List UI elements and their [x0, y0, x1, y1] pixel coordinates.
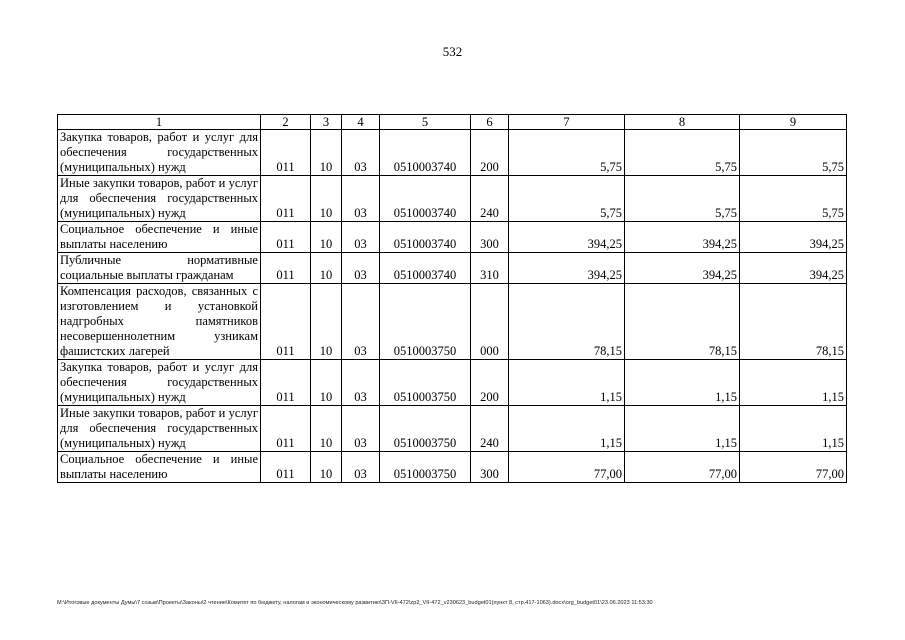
amount-col9-cell: 1,15 [740, 360, 847, 406]
section-code-cell: 10 [311, 130, 342, 176]
expense-type-cell: 000 [471, 284, 509, 360]
column-header: 3 [311, 115, 342, 130]
table-row [58, 406, 847, 452]
column-header: 1 [58, 115, 261, 130]
target-article-cell: 0510003740 [380, 253, 471, 284]
amount-col9-cell: 5,75 [740, 176, 847, 222]
subsection-code-cell: 03 [342, 130, 380, 176]
ministry-code-cell: 011 [261, 176, 311, 222]
amount-col9-cell: 394,25 [740, 222, 847, 253]
amount-col9-cell: 77,00 [740, 452, 847, 483]
section-code-cell: 10 [311, 360, 342, 406]
target-article-cell: 0510003740 [380, 130, 471, 176]
column-header: 6 [471, 115, 509, 130]
expense-type-cell: 200 [471, 130, 509, 176]
page-number: 532 [442, 44, 463, 59]
column-header: 5 [380, 115, 471, 130]
amount-col7-cell: 5,75 [509, 130, 625, 176]
ministry-code-cell: 011 [261, 406, 311, 452]
table-row [58, 284, 847, 360]
subsection-code-cell: 03 [342, 176, 380, 222]
amount-col9-cell: 5,75 [740, 130, 847, 176]
target-article-cell: 0510003750 [380, 360, 471, 406]
row-name-cell: Социальное обеспечение и иные выплаты населению [58, 222, 261, 253]
amount-col8-cell: 77,00 [625, 452, 740, 483]
subsection-code-cell: 03 [342, 253, 380, 284]
amount-col8-cell: 78,15 [625, 284, 740, 360]
ministry-code-cell: 011 [261, 452, 311, 483]
subsection-code-cell: 03 [342, 406, 380, 452]
row-name-cell: Иные закупки товаров, работ и услуг для обеспечения государственных (муниципальных) нужд [58, 406, 261, 452]
row-name-cell: Публичные нормативные социальные выплаты гражданам [58, 253, 261, 284]
amount-col8-cell: 1,15 [625, 360, 740, 406]
amount-col8-cell: 1,15 [625, 406, 740, 452]
row-name-cell: Закупка товаров, работ и услуг для обеспечения государственных (муниципальных) нужд [58, 130, 261, 176]
row-name-cell: Компенсация расходов, связанных с изготовлением и установкой надгробных памятников несовершеннолетним узникам фашистских лагерей [58, 284, 261, 360]
row-name-cell: Социальное обеспечение и иные выплаты населению [58, 452, 261, 483]
ministry-code-cell: 011 [261, 360, 311, 406]
amount-col7-cell: 394,25 [509, 222, 625, 253]
target-article-cell: 0510003750 [380, 406, 471, 452]
target-article-cell: 0510003750 [380, 452, 471, 483]
subsection-code-cell: 03 [342, 360, 380, 406]
section-code-cell: 10 [311, 253, 342, 284]
table-row [58, 222, 847, 253]
subsection-code-cell: 03 [342, 284, 380, 360]
subsection-code-cell: 03 [342, 452, 380, 483]
target-article-cell: 0510003740 [380, 222, 471, 253]
expense-type-cell: 310 [471, 253, 509, 284]
amount-col7-cell: 78,15 [509, 284, 625, 360]
table-row [58, 452, 847, 483]
ministry-code-cell: 011 [261, 222, 311, 253]
ministry-code-cell: 011 [261, 284, 311, 360]
table-row [58, 176, 847, 222]
table-row [58, 130, 847, 176]
row-name-cell: Иные закупки товаров, работ и услуг для обеспечения государственных (муниципальных) нужд [58, 176, 261, 222]
expense-type-cell: 300 [471, 452, 509, 483]
column-header: 9 [740, 115, 847, 130]
ministry-code-cell: 011 [261, 253, 311, 284]
column-header: 4 [342, 115, 380, 130]
amount-col7-cell: 77,00 [509, 452, 625, 483]
amount-col7-cell: 1,15 [509, 406, 625, 452]
table-row [58, 253, 847, 284]
header-row [58, 115, 847, 130]
document-path-footer: M:\Итоговые документы Думы\7 созыв\Проекты\Законы\2 чтение\Комитет по бюджету, налогам и экономическому развитию\ЗП-VII-472\zp2_VII-472_v230623_budget01(пункт 8, стр.417-1063).docx\org_budget01\23.06.2023 11:53:30 [57, 600, 653, 606]
budget-table [57, 114, 847, 483]
section-code-cell: 10 [311, 176, 342, 222]
expense-type-cell: 240 [471, 176, 509, 222]
amount-col8-cell: 394,25 [625, 253, 740, 284]
column-header: 8 [625, 115, 740, 130]
column-header: 7 [509, 115, 625, 130]
amount-col7-cell: 1,15 [509, 360, 625, 406]
amount-col9-cell: 394,25 [740, 253, 847, 284]
ministry-code-cell: 011 [261, 130, 311, 176]
table-row [58, 360, 847, 406]
amount-col8-cell: 5,75 [625, 130, 740, 176]
section-code-cell: 10 [311, 406, 342, 452]
expense-type-cell: 300 [471, 222, 509, 253]
amount-col7-cell: 394,25 [509, 253, 625, 284]
subsection-code-cell: 03 [342, 222, 380, 253]
column-header: 2 [261, 115, 311, 130]
target-article-cell: 0510003750 [380, 284, 471, 360]
amount-col7-cell: 5,75 [509, 176, 625, 222]
amount-col9-cell: 1,15 [740, 406, 847, 452]
target-article-cell: 0510003740 [380, 176, 471, 222]
row-name-cell: Закупка товаров, работ и услуг для обеспечения государственных (муниципальных) нужд [58, 360, 261, 406]
amount-col9-cell: 78,15 [740, 284, 847, 360]
expense-type-cell: 200 [471, 360, 509, 406]
section-code-cell: 10 [311, 222, 342, 253]
section-code-cell: 10 [311, 452, 342, 483]
amount-col8-cell: 394,25 [625, 222, 740, 253]
section-code-cell: 10 [311, 284, 342, 360]
expense-type-cell: 240 [471, 406, 509, 452]
amount-col8-cell: 5,75 [625, 176, 740, 222]
